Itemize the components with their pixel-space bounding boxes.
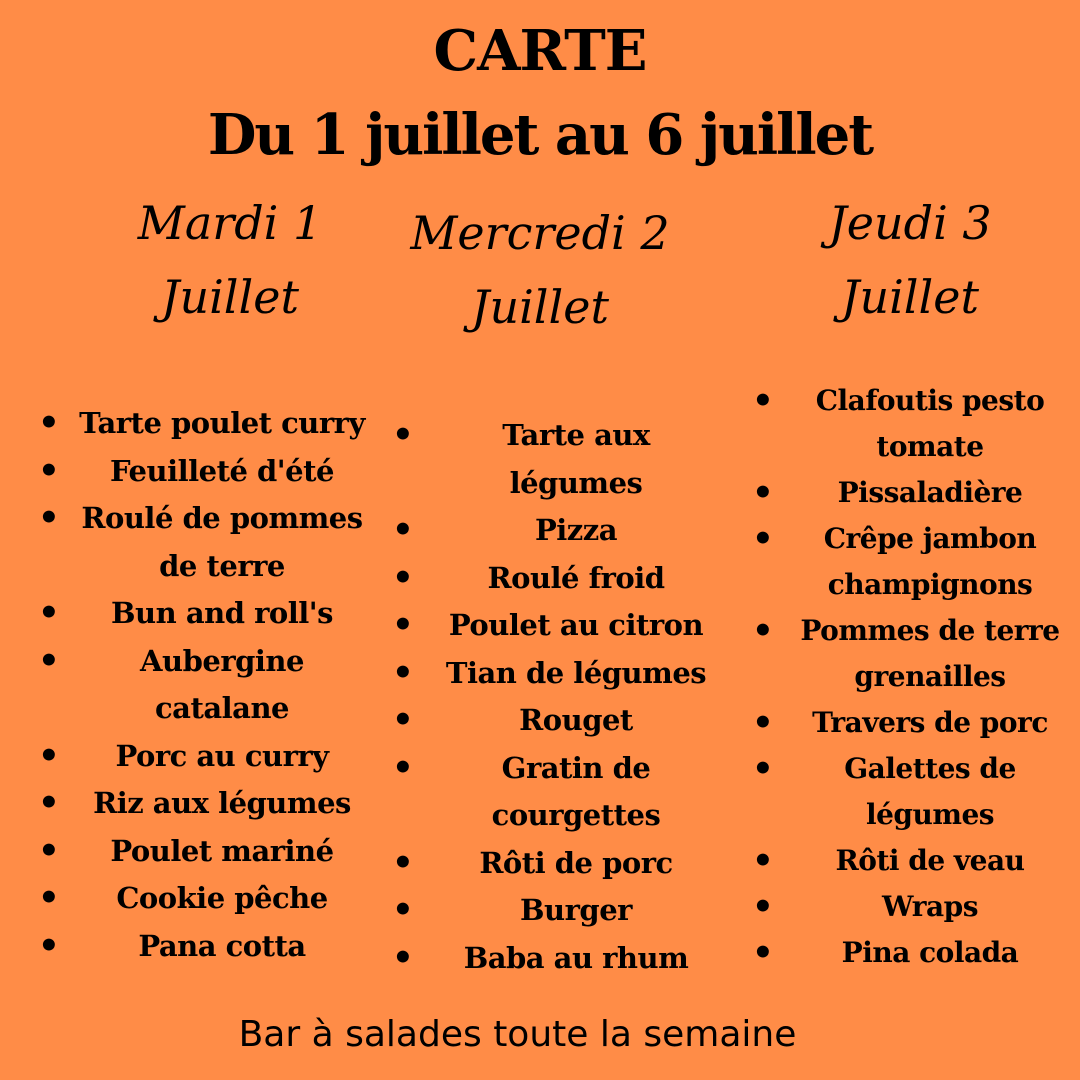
menu-item: • Feuilleté d'été [36,448,366,496]
menu-list-wednesday [390,412,720,982]
menu-item: • Gratin de courgettes [390,745,720,840]
menu-item: • Rôti de veau [750,838,1062,884]
menu-item: • Tarte poulet curry [36,400,366,448]
menu-item: • Poulet au citron [390,602,720,650]
menu-item: • Burger [390,887,720,935]
menu-item: • Travers de porc [750,700,1062,746]
menu-item: • Riz aux légumes [36,780,366,828]
menu-item: • Pizza [390,507,720,555]
menu-item: • Baba au rhum [390,935,720,983]
menu-item: • Bun and roll's [36,590,366,638]
menu-item: • Pommes de terre grenailles [750,608,1062,700]
menu-item: • Clafoutis pesto tomate [750,378,1062,470]
menu-item: • Wraps [750,884,1062,930]
menu-item: • Pissaladière [750,470,1062,516]
menu-list-thursday [750,378,1062,976]
menu-item: • Tarte aux légumes [390,412,720,507]
day-heading-wednesday [410,196,670,344]
menu-list-tuesday [36,400,366,970]
day-name: Mercredi 2 [410,206,670,260]
menu-item: • Porc au curry [36,733,366,781]
day-name: Jeudi 3 [828,196,992,250]
menu-item: • Roulé de pommes de terre [36,495,366,590]
menu-item: • Galettes de légumes [750,746,1062,838]
day-month: Juillet [161,270,299,324]
page-title: CARTE [433,18,647,84]
menu-item: • Roulé froid [390,555,720,603]
day-month: Juillet [841,270,979,324]
menu-item: • Rouget [390,697,720,745]
menu-item: • Crêpe jambon champignons [750,516,1062,608]
footer-note: Bar à salades toute la semaine [238,1014,797,1055]
day-heading-thursday [790,186,1030,334]
menu-item: • Cookie pêche [36,875,366,923]
menu-item: • Pina colada [750,930,1062,976]
day-name: Mardi 1 [137,196,323,250]
menu-item: • Poulet mariné [36,828,366,876]
menu-item: • Tian de légumes [390,650,720,698]
date-range-subtitle: Du 1 juillet au 6 juillet [207,102,873,168]
menu-item: • Aubergine catalane [36,638,366,733]
day-heading-tuesday [110,186,350,334]
menu-item: • Rôti de porc [390,840,720,888]
day-month: Juillet [471,280,609,334]
menu-item: • Pana cotta [36,923,366,971]
